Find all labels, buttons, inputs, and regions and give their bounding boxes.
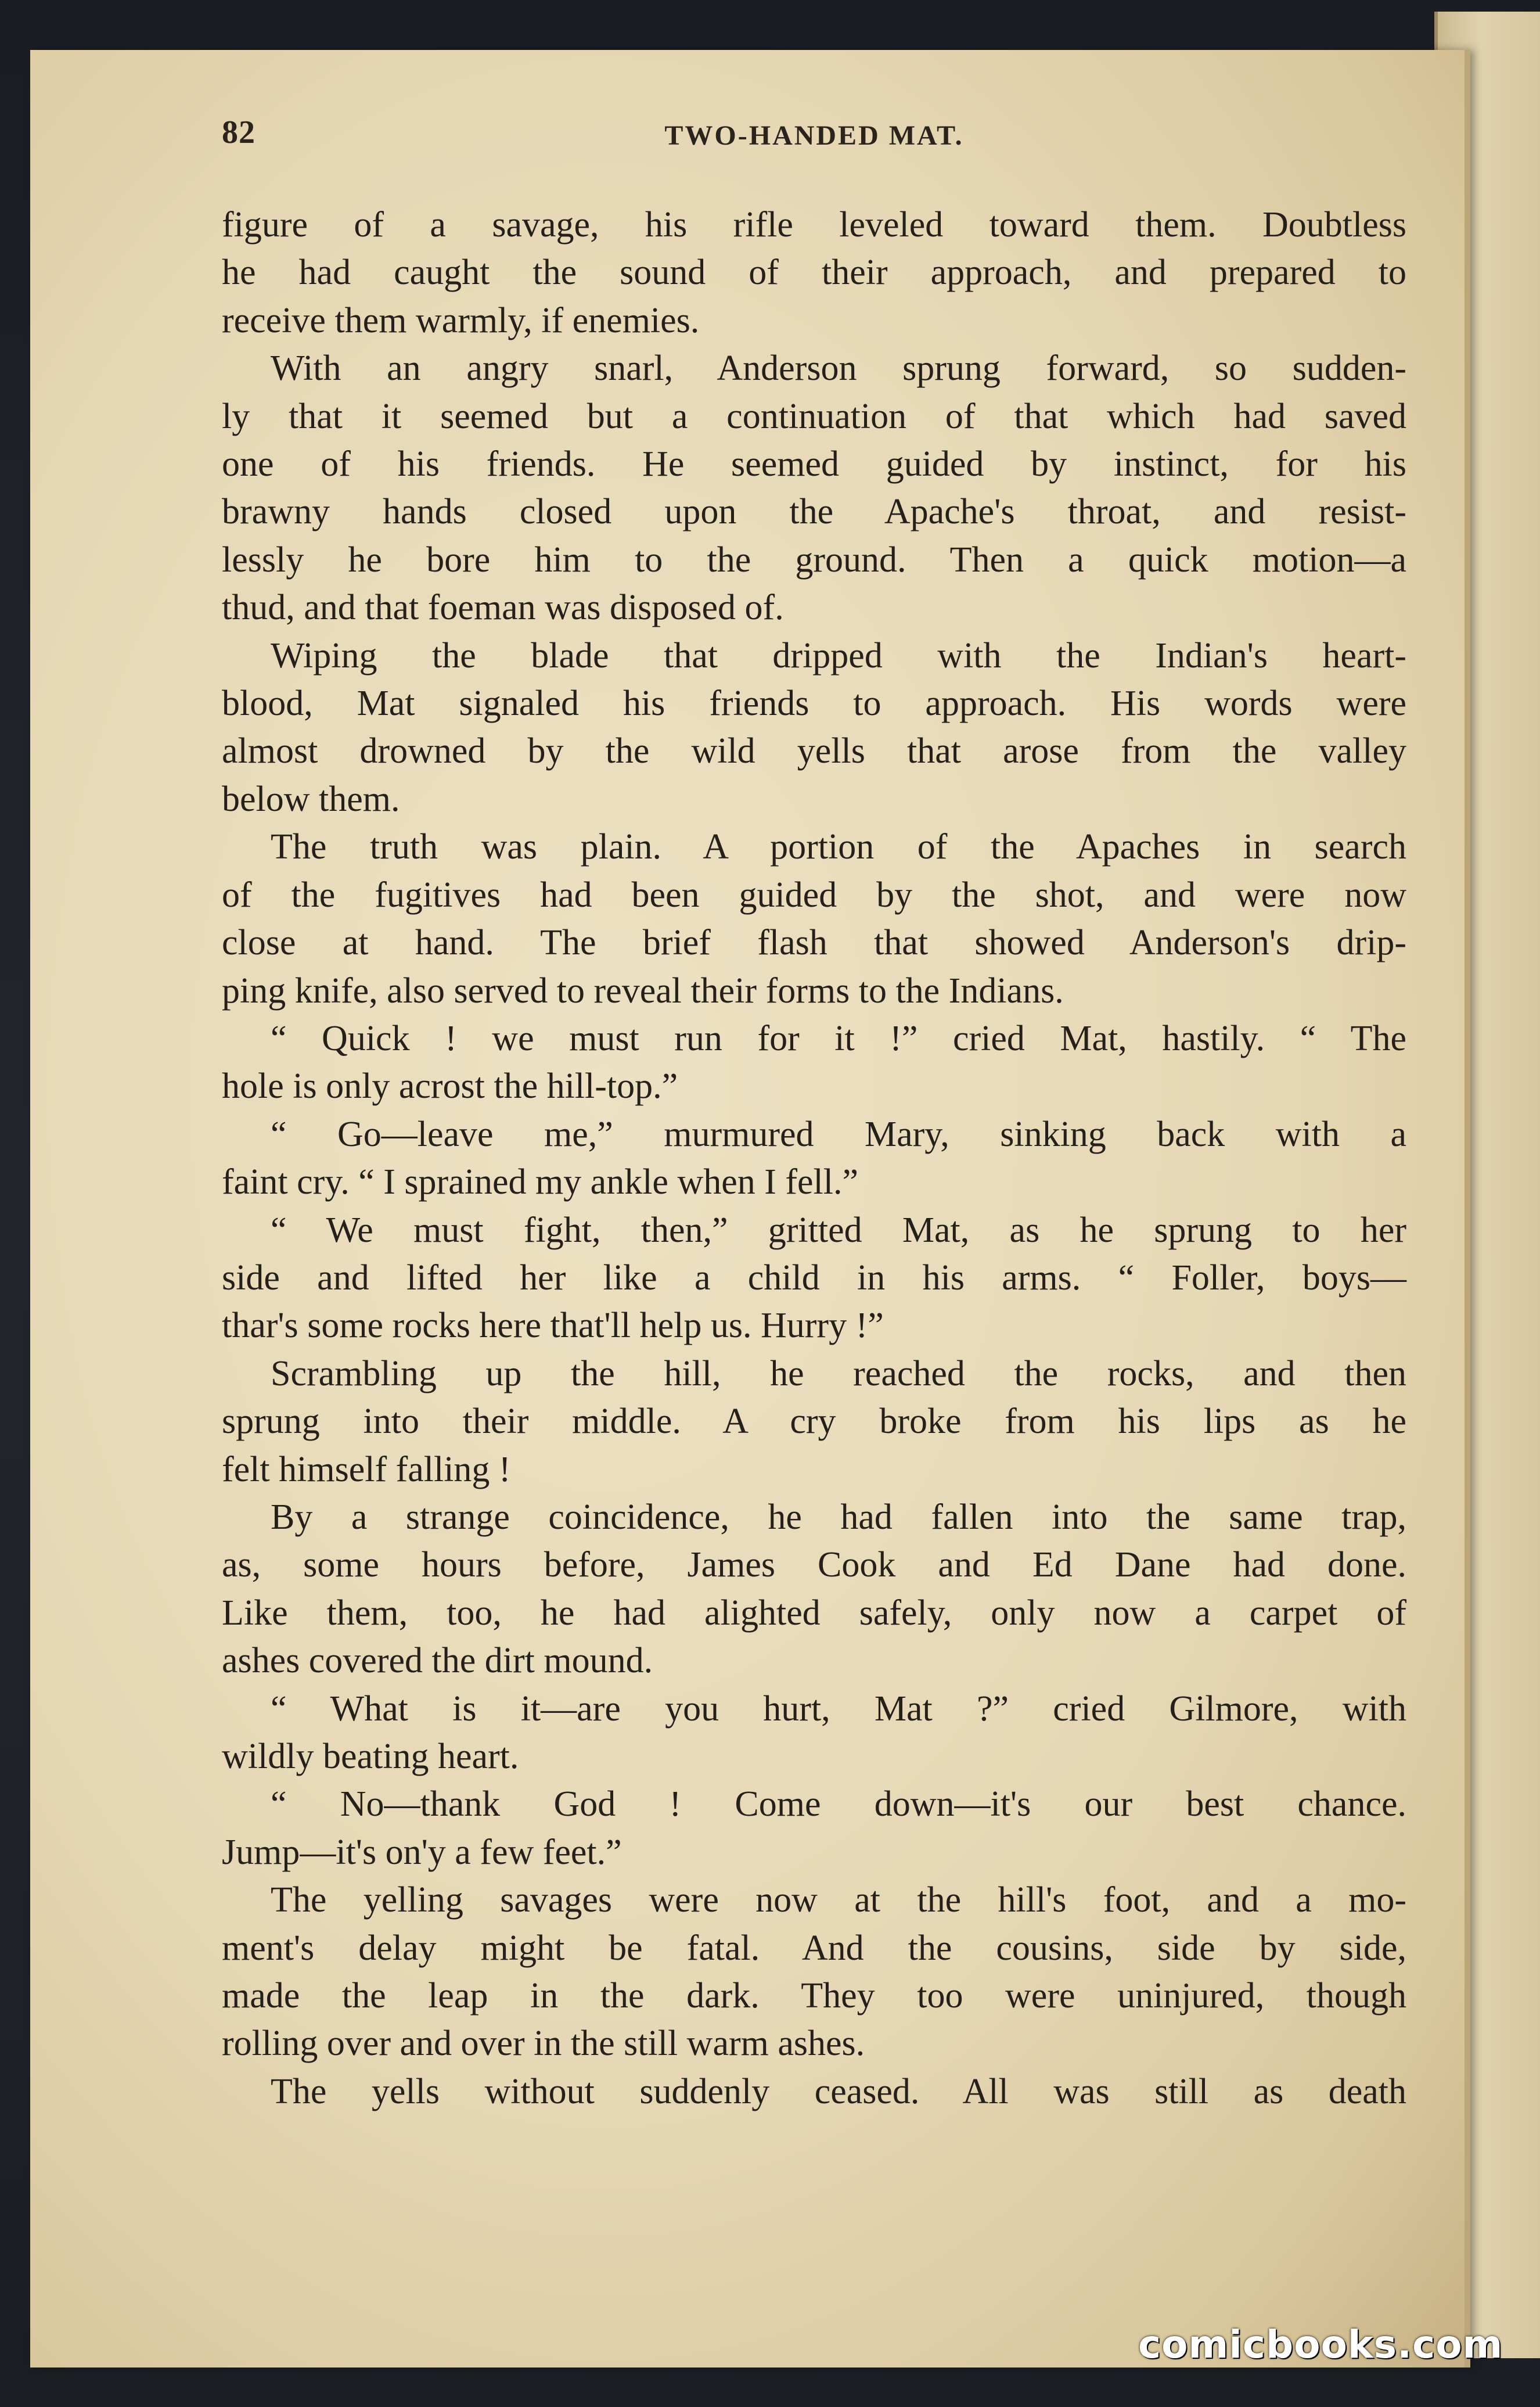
watermark: comicbooks.com xyxy=(1138,2322,1503,2367)
text-line: of the fugitives had been guided by the shot, and were now xyxy=(222,875,1406,915)
text-line: as, some hours before, James Cook and Ed Dane had done. xyxy=(222,1545,1406,1585)
text-line: ping knife, also served to reveal their forms to the Indians. xyxy=(222,971,1064,1011)
text-line: blood, Mat signaled his friends to approach. His words were xyxy=(222,684,1406,724)
text-line: lessly he bore him to the ground. Then a quick motion—a xyxy=(222,540,1406,580)
text-line: below them. xyxy=(222,779,400,819)
text-line: figure of a savage, his rifle leveled toward them. Doubtless xyxy=(222,205,1406,245)
text-line: The yelling savages were now at the hill's foot, and a mo- xyxy=(271,1880,1406,1920)
page-number: 82 xyxy=(222,114,256,150)
text-line: side and lifted her like a child in his arms. “ Foller, boys— xyxy=(222,1258,1406,1298)
text-line: felt himself falling ! xyxy=(222,1449,511,1489)
text-line: Wiping the blade that dripped with the Indian's heart- xyxy=(271,635,1406,676)
text-line: close at hand. The brief flash that showed Anderson's drip- xyxy=(222,923,1406,963)
text-line: sprung into their middle. A cry broke from his lips as he xyxy=(222,1402,1406,1442)
text-line: ashes covered the dirt mound. xyxy=(222,1641,653,1681)
running-head xyxy=(222,114,1406,172)
text-line: “ No—thank God ! Come down—it's our best chance. xyxy=(271,1784,1406,1824)
body-text xyxy=(222,201,1406,2115)
text-line: ly that it seemed but a continuation of that which had saved xyxy=(222,396,1406,436)
text-line: “ We must fight, then,” gritted Mat, as he sprung to her xyxy=(271,1210,1406,1250)
text-line: Scrambling up the hill, he reached the rocks, and then xyxy=(271,1353,1406,1393)
text-line: faint cry. “ I sprained my ankle when I fell.” xyxy=(222,1162,859,1202)
text-line: brawny hands closed upon the Apache's throat, and resist- xyxy=(222,492,1406,532)
text-line: one of his friends. He seemed guided by instinct, for his xyxy=(222,444,1406,484)
running-title: TWO-HANDED MAT. xyxy=(664,120,964,151)
text-line: Like them, too, he had alighted safely, only now a carpet of xyxy=(222,1593,1406,1633)
text-line: thud, and that foeman was disposed of. xyxy=(222,588,784,628)
text-line: The truth was plain. A portion of the Apaches in search xyxy=(271,827,1406,867)
text-line: rolling over and over in the still warm ashes. xyxy=(222,2024,865,2064)
text-line: “ Go—leave me,” murmured Mary, sinking back with a xyxy=(271,1114,1406,1154)
book-page xyxy=(30,50,1470,2368)
text-line: almost drowned by the wild yells that arose from the valley xyxy=(222,731,1406,771)
text-line: “ What is it—are you hurt, Mat ?” cried Gilmore, with xyxy=(271,1689,1406,1729)
text-line: With an angry snarl, Anderson sprung forward, so sudden- xyxy=(271,349,1406,389)
text-line: The yells without suddenly ceased. All was still as death xyxy=(271,2071,1406,2111)
text-line: he had caught the sound of their approach, and prepared to xyxy=(222,253,1406,293)
text-line: thar's some rocks here that'll help us. Hurry !” xyxy=(222,1306,884,1346)
text-line: “ Quick ! we must run for it !” cried Mat, hastily. “ The xyxy=(271,1018,1406,1058)
text-line: hole is only acrost the hill-top.” xyxy=(222,1066,678,1106)
text-line: made the leap in the dark. They too were uninjured, though xyxy=(222,1976,1406,2016)
text-line: wildly beating heart. xyxy=(222,1737,519,1776)
text-line: By a strange coincidence, he had fallen into the same trap, xyxy=(271,1497,1406,1537)
text-line: receive them warmly, if enemies. xyxy=(222,300,700,340)
text-line: ment's delay might be fatal. And the cousins, side by side, xyxy=(222,1928,1406,1968)
text-line: Jump—it's on'y a few feet.” xyxy=(222,1832,622,1872)
